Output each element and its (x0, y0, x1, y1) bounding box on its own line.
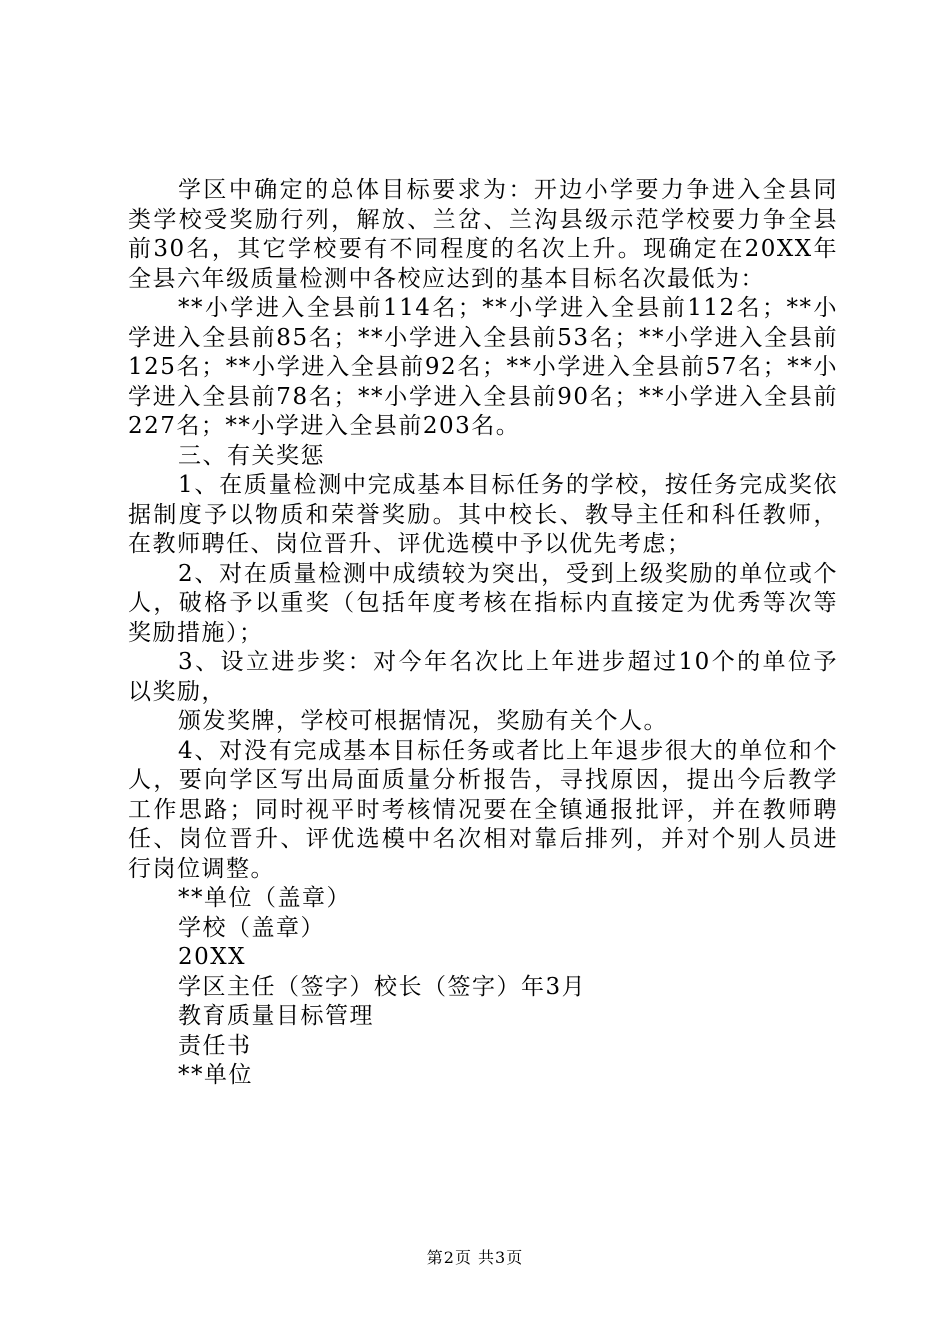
closing-signatures: 学区主任（签字）校长（签字）年3月 (178, 973, 587, 1000)
section-heading-rewards: 三、有关奖惩 (178, 442, 325, 469)
paragraph-school-rankings: **小学进入全县前114名；**小学进入全县前112名；**小学进入全县前85名；**小学进入全县前53名；**小学进入全县前125名；**小学进入全县前92名；**小学进入全县前57名；**小学进入全县前78名；**小学进入全县前90名；**小学进入全县前227名；**小学进入全县前203名。 (128, 295, 838, 439)
paragraph-reward-2: 2、对在质量检测中成绩较为突出，受到上级奖励的单位或个人，破格予以重奖（包括年度考核在指标内直接定为优秀等次等奖励措施）； (128, 560, 838, 646)
closing-year: 20XX (178, 944, 247, 970)
closing-school-seal: 学校（盖章） (178, 914, 325, 941)
paragraph-reward-3: 3、设立进步奖：对今年名次比上年进步超过10个的单位予以奖励， (128, 649, 838, 705)
page-number-footer: 第2页 共3页 (426, 1248, 524, 1267)
closing-unit-seal: **单位（盖章） (178, 885, 351, 911)
closing-title-line-1: 教育质量目标管理 (178, 1003, 374, 1029)
closing-unit: **单位 (178, 1062, 253, 1088)
closing-title-line-2: 责任书 (178, 1032, 252, 1059)
paragraph-reward-1: 1、在质量检测中完成基本目标任务的学校，按任务完成奖依据制度予以物质和荣誉奖励。其中校长、教导主任和科任教师，在教师聘任、岗位晋升、评优选模中予以优先考虑； (128, 472, 838, 557)
paragraph-overall-goal: 学区中确定的总体目标要求为：开边小学要力争进入全县同类学校受奖励行列，解放、兰岔、兰沟县级示范学校要力争全县前30名，其它学校要有不同程度的名次上升。现确定在20XX年全县六年级质量检测中各校应达到的基本目标名次最低为： (128, 177, 838, 292)
document-body (128, 176, 838, 1091)
paragraph-reward-3-cont: 颁发奖牌，学校可根据情况，奖励有关个人。 (178, 708, 668, 734)
paragraph-reward-4: 4、对没有完成基本目标任务或者比上年退步很大的单位和个人，要向学区写出局面质量分析报告，寻找原因，提出今后教学工作思路；同时视平时考核情况要在全镇通报批评，并在教师聘任、岗位晋升、评优选模中名次相对靠后排列，并对个别人员进行岗位调整。 (128, 737, 838, 882)
